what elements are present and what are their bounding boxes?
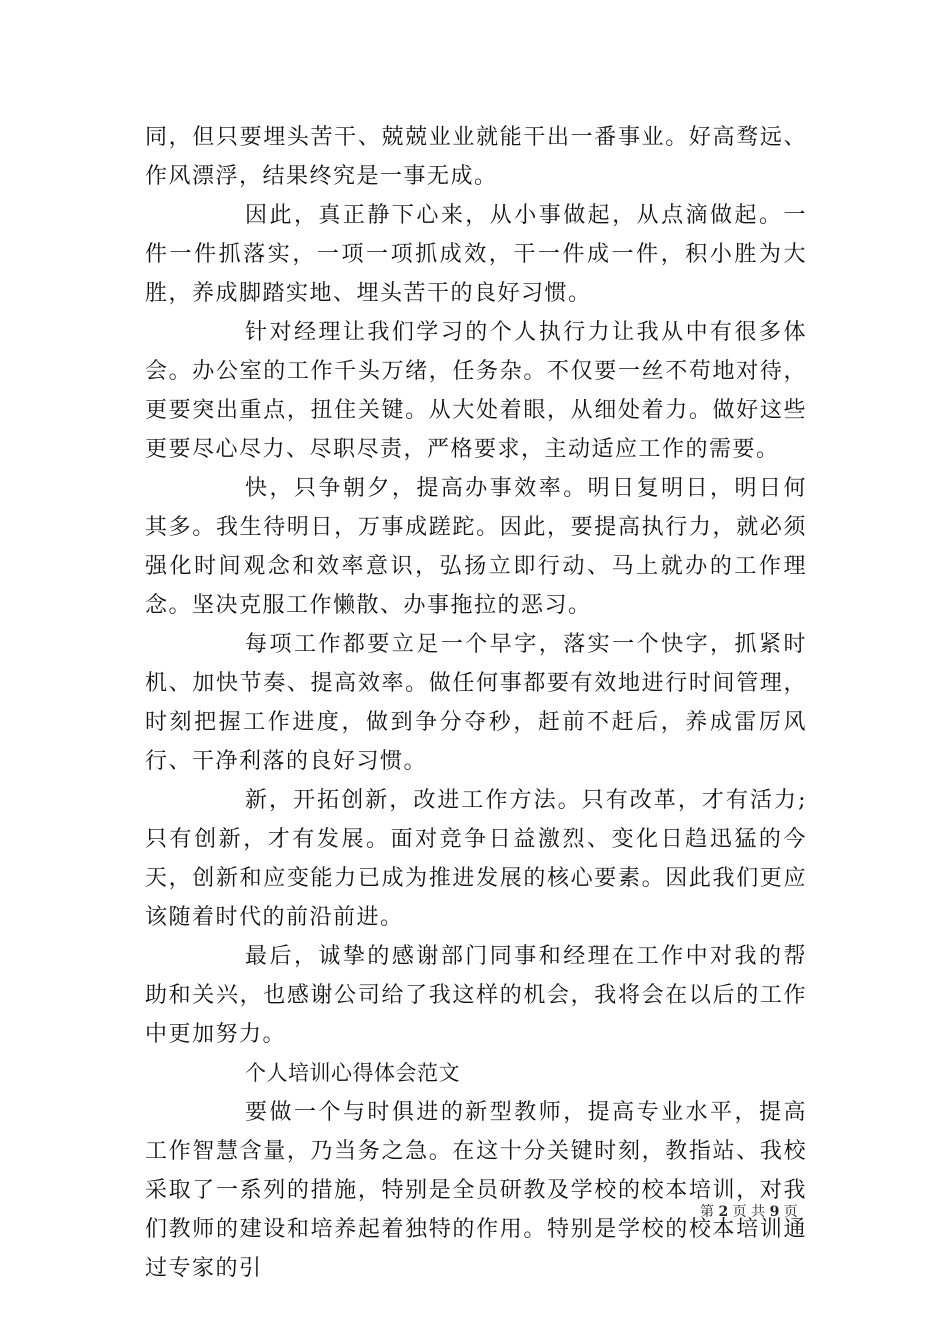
footer-middle: 页 共 xyxy=(732,1204,766,1220)
paragraph: 因此，真正静下心来，从小事做起，从点滴做起。一件一件抓落实，一项一项抓成效，干一件成一件，积小胜为大胜，养成脚踏实地、埋头苦干的良好习惯。 xyxy=(145,203,807,306)
footer-suffix: 页 xyxy=(783,1204,798,1220)
section-title: 个人培训心得体会范文 xyxy=(245,1061,460,1085)
current-page-number: 2 xyxy=(718,1204,729,1220)
paragraph: 每项工作都要立足一个早字，落实一个快字，抓紧时机、加快节奏、提高效率。做任何事都要有效地进行时间管理，时刻把握工作进度，做到争分夺秒，赶前不赶后，养成雷厉风行、干净利落的良好习惯。 xyxy=(145,632,807,774)
paragraph: 最后，诚挚的感谢部门同事和经理在工作中对我的帮助和关兴，也感谢公司给了我这样的机会，我将会在以后的工作中更加努力。 xyxy=(145,944,807,1047)
paragraph-continued: 同，但只要埋头苦干、兢兢业业就能干出一番事业。好高骛远、作风漂浮，结果终究是一事无成。 xyxy=(145,125,807,189)
total-pages-number: 9 xyxy=(769,1204,780,1220)
page-footer xyxy=(700,1203,798,1221)
footer-prefix: 第 xyxy=(700,1204,714,1220)
paragraph: 针对经理让我们学习的个人执行力让我从中有很多体会。办公室的工作千头万绪，任务杂。不仅要一丝不苟地对待，更要突出重点，扭住关键。从大处着眼，从细处着力。做好这些更要尽心尽力、尽职尽责，严格要求，主动适应工作的需要。 xyxy=(145,320,807,462)
paragraph: 快，只争朝夕，提高办事效率。明日复明日，明日何其多。我生待明日，万事成蹉跎。因此，要提高执行力，就必须强化时间观念和效率意识，弘扬立即行动、马上就办的工作理念。坚决克服工作懒散、办事拖拉的恶习。 xyxy=(145,476,807,618)
paragraph: 新，开拓创新，改进工作方法。只有改革，才有活力;只有创新，才有发展。面对竞争日益激烈、变化日趋迅猛的今天，创新和应变能力已成为推进发展的核心要素。因此我们更应该随着时代的前沿前进。 xyxy=(145,788,807,930)
paragraph: 要做一个与时俱进的新型教师，提高专业水平，提高工作智慧含量，乃当务之急。在这十分关键时刻，教指站、我校采取了一系列的措施，特别是全员研教及学校的校本培训，对我们教师的建设和培养起着独特的作用。特别是学校的校本培训通过专家的引 xyxy=(145,1100,807,1281)
document-body xyxy=(145,118,807,1288)
